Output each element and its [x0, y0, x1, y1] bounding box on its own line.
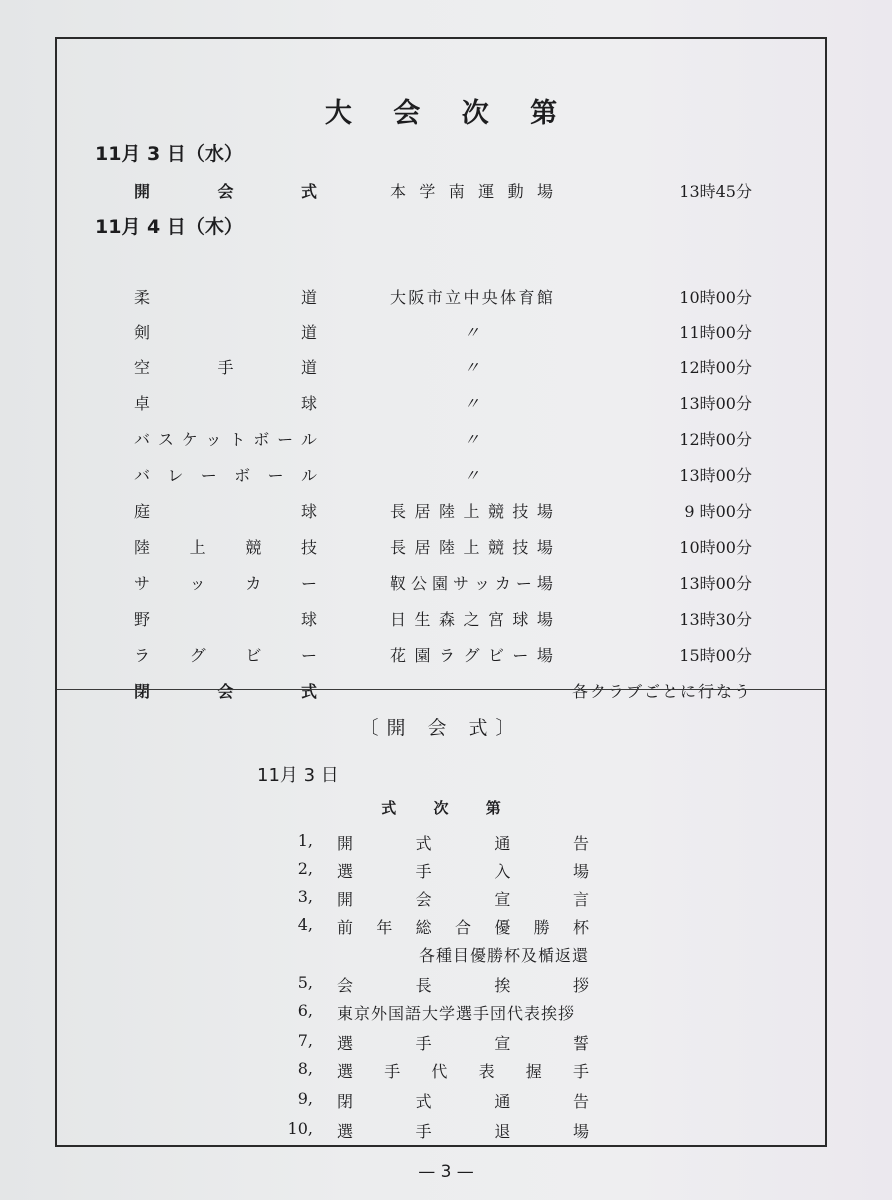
event-time: 10時00分 [679, 288, 752, 307]
event-name: ラ グ ビ ー [134, 646, 317, 665]
program-item-number: 3, [297, 887, 313, 906]
event-name: 庭 球 [134, 502, 317, 521]
program-item-number: 2, [297, 859, 313, 878]
schedule-row [57, 643, 825, 673]
event-name: バ レ ー ボ ー ル [134, 466, 317, 485]
event-time: 13時45分 [679, 182, 752, 201]
schedule-row [57, 285, 825, 315]
program-item [57, 887, 825, 915]
opening-heading: 〔開 会 式〕 [359, 717, 523, 739]
schedule-row [57, 391, 825, 421]
schedule-row [57, 355, 825, 385]
event-venue: 長 居 陸 上 競 技 場 [390, 538, 553, 557]
program-item [57, 973, 825, 1001]
section-divider [57, 689, 825, 690]
day-heading: 11月 4 日（木） [95, 216, 243, 238]
program-item-number: 8, [297, 1059, 313, 1078]
program-item-number: 4, [297, 915, 313, 934]
event-time: 12時00分 [679, 430, 752, 449]
page-frame [55, 37, 827, 1147]
event-venue: 花 園 ラ グ ビ ー 場 [390, 646, 553, 665]
schedule-row [57, 571, 825, 601]
schedule-row [57, 679, 825, 709]
event-venue: 靫 公 園 サ ッ カ ー 場 [390, 574, 553, 593]
event-name: 剣 道 [134, 323, 317, 342]
event-name: 卓 球 [134, 394, 317, 413]
event-name: 閉 会 式 [134, 682, 317, 701]
program-item-text: 選 手 宣 誓 [337, 1034, 589, 1053]
program-item-text: 選 手 退 場 [337, 1122, 589, 1141]
event-venue: 長 居 陸 上 競 技 場 [390, 502, 553, 521]
program-item-text: 東京外国語大学選手団代表挨拶 [337, 1004, 576, 1023]
event-venue: 〃 [463, 430, 480, 449]
program-item-number: 5, [297, 973, 313, 992]
event-time: 9 時00分 [684, 502, 752, 521]
event-venue: 本 学 南 運 動 場 [390, 182, 553, 201]
program-item-text: 閉 式 通 告 [337, 1092, 589, 1111]
program-item [57, 1089, 825, 1117]
program-item [57, 1001, 825, 1029]
program-item [57, 1059, 825, 1087]
event-time: 15時00分 [679, 646, 752, 665]
program-title: 式 次 第 [381, 799, 517, 817]
event-venue: 日 生 森 之 宮 球 場 [390, 610, 553, 629]
event-note: 各クラブごとに行なう [571, 682, 752, 701]
schedule-row [57, 463, 825, 493]
program-item-number: 6, [297, 1001, 313, 1020]
event-name: 開 会 式 [134, 182, 317, 201]
event-name: 陸 上 競 技 [134, 538, 317, 557]
event-name: 空 手 道 [134, 358, 317, 377]
event-name: 野 球 [134, 610, 317, 629]
event-time: 13時30分 [679, 610, 752, 629]
program-item-text: 選 手 代 表 握 手 [337, 1062, 589, 1081]
event-time: 13時00分 [679, 466, 752, 485]
schedule-row [57, 607, 825, 637]
schedule-row [57, 535, 825, 565]
schedule-row [57, 499, 825, 529]
program-item-number: 1, [297, 831, 313, 850]
schedule-row [57, 427, 825, 457]
event-time: 13時00分 [679, 394, 752, 413]
event-venue: 〃 [463, 323, 480, 342]
program-item-text: 開 会 宣 言 [337, 890, 589, 909]
schedule-row [57, 179, 825, 209]
event-name: バ ス ケ ッ ト ボ ー ル [134, 430, 317, 449]
program-item [57, 831, 825, 859]
event-name: サ ッ カ ー [134, 574, 317, 593]
program-item-text: 前 年 総 合 優 勝 杯 [337, 918, 589, 937]
event-time: 11時00分 [679, 323, 752, 342]
event-venue: 〃 [463, 466, 480, 485]
program-item-text: 開 式 通 告 [337, 834, 589, 853]
schedule-row [57, 320, 825, 350]
program-item [57, 1119, 825, 1147]
opening-date: 11月 3 日 [257, 765, 339, 786]
program-item-text: 各種目優勝杯及楯返還 [418, 946, 589, 965]
event-time: 13時00分 [679, 574, 752, 593]
program-item-number: 7, [297, 1031, 313, 1050]
program-item-number: 10, [287, 1119, 313, 1138]
program-item [57, 859, 825, 887]
page-number: — 3 — [418, 1162, 474, 1182]
day-heading: 11月 3 日（水） [95, 143, 243, 165]
program-item [57, 1031, 825, 1059]
program-item [57, 943, 825, 971]
page-title: 大 会 次 第 [324, 98, 574, 129]
event-name: 柔 道 [134, 288, 317, 307]
program-item-text: 選 手 入 場 [337, 862, 589, 881]
event-venue: 大 阪 市 立 中 央 体 育 館 [390, 288, 553, 307]
program-item-text: 会 長 挨 拶 [337, 976, 589, 995]
event-venue: 〃 [463, 394, 480, 413]
event-time: 12時00分 [679, 358, 752, 377]
program-item-number: 9, [297, 1089, 313, 1108]
event-venue: 〃 [463, 358, 480, 377]
program-item [57, 915, 825, 943]
event-time: 10時00分 [679, 538, 752, 557]
